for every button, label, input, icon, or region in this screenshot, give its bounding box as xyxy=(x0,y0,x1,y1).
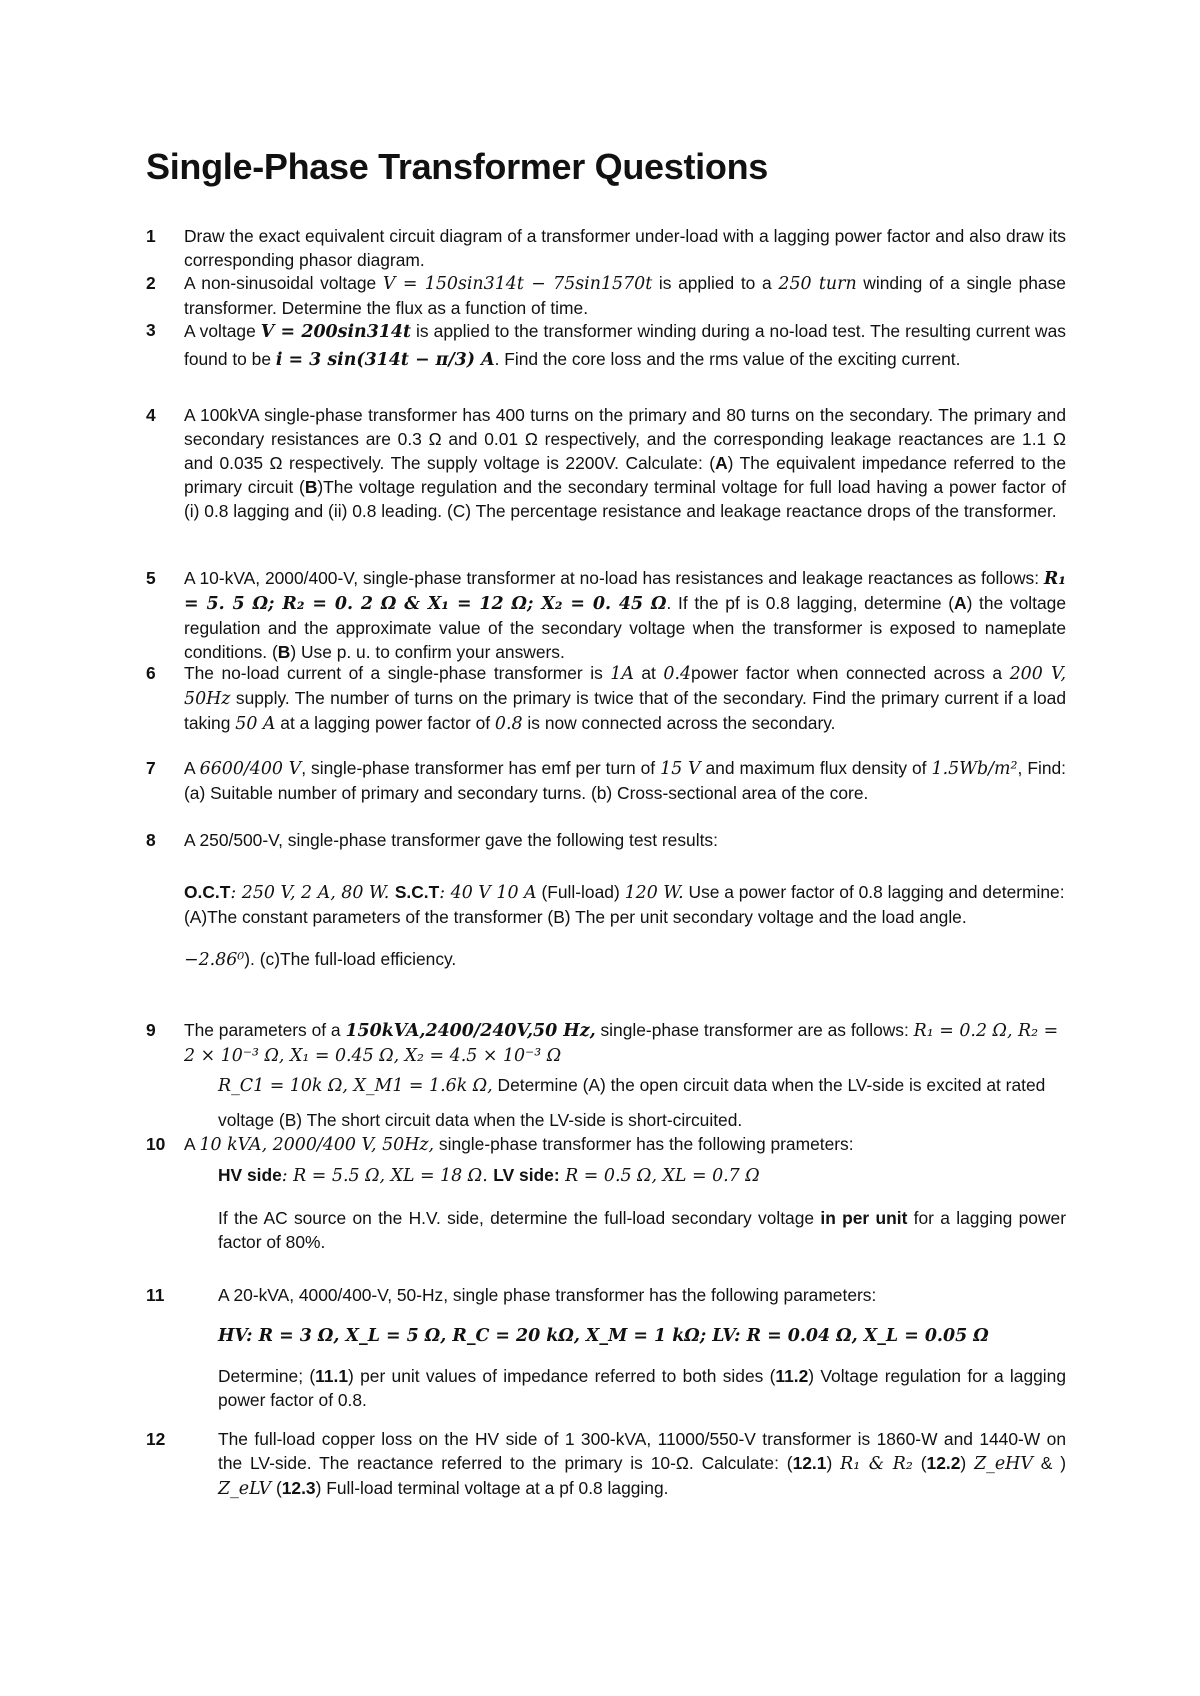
question-text: A 10-kVA, 2000/400-V, single-phase transformer at no-load has resistances and leakage reactances as follows: R₁ = 5. 5 Ω; R₂ = 0. 2 Ω & X₁ = 12 Ω; X₂ = 0. 45 Ω. If the pf is 0.8 lagging, determine (A) the voltage regulation and the approximate value of the secondary voltage when the transformer is exposed to nameplate conditions. (B) Use p. u. to confirm your answers. xyxy=(184,568,1066,662)
question-10 xyxy=(146,1132,1066,1254)
question-number: 11 xyxy=(146,1285,165,1305)
question-number: 12 xyxy=(146,1429,166,1449)
question-text: Draw the exact equivalent circuit diagram of a transformer under-load with a lagging power factor and also draw its corresponding phasor diagram. xyxy=(184,226,1066,270)
question-number: 2 xyxy=(146,273,156,293)
question-text: Determine; (11.1) per unit values of impedance referred to both sides (11.2) Voltage regulation for a lagging power factor of 0.8. xyxy=(218,1366,1067,1410)
question-text: The parameters of a 150kVA,2400/240V,50 Hz, single-phase transformer are as follows: R₁ = 0.2 Ω, R₂ = 2 × 10⁻³ Ω, X₁ = 0.45 Ω, X₂ = 4.5 × 10⁻³ Ω xyxy=(184,1020,1059,1066)
question-number: 8 xyxy=(146,830,156,850)
equation: V = 200sin314t xyxy=(260,322,412,342)
question-8 xyxy=(146,828,1066,972)
page-title: Single-Phase Transformer Questions xyxy=(146,146,768,187)
question-number: 10 xyxy=(146,1134,166,1154)
question-text: The full-load copper loss on the HV side of 1 300-kVA, 11000/550-V transformer is 1860-W and 1440-W on the LV-side. The reactance referred to the primary is 10-Ω. Calculate: (12.1) R₁ & R₂ (12.2) Z_eHV & ) Z_eLV (12.3) Full-load terminal voltage at a pf 0.8 lagging. xyxy=(218,1429,1067,1499)
parameters: HV side: R = 5.5 Ω, XL = 18 Ω. LV side: R = 0.5 Ω, XL = 0.7 Ω xyxy=(218,1165,760,1186)
equation: 250 turn xyxy=(778,274,857,294)
question-4 xyxy=(146,403,1066,523)
test-results: O.C.T: 250 V, 2 A, 80 W. S.C.T: 40 V 10 A (Full-load) 120 W. Use a power factor of 0.8 lagging and determine: (A)The constant parameters of the transformer (B) The per unit secondary voltage and the load angle. xyxy=(184,882,1065,927)
question-text: If the AC source on the H.V. side, determine the full-load secondary voltage in per unit for a lagging power factor of 80%. xyxy=(218,1208,1067,1252)
question-3 xyxy=(146,318,1066,374)
question-text: A 250/500-V, single-phase transformer gave the following test results: xyxy=(184,830,718,850)
question-text: The no-load current of a single-phase transformer is 1A at 0.4power factor when connected across a 200 V, 50Hz supply. The number of turns on the primary is twice that of the secondary. Find the primary current if a load taking 50 A at a lagging power factor of 0.8 is now connected across the secondary. xyxy=(184,663,1066,734)
question-number: 9 xyxy=(146,1020,156,1040)
equation: V = 150sin314t − 75sin1570t xyxy=(382,274,653,294)
question-5 xyxy=(146,566,1066,664)
question-number: 5 xyxy=(146,568,156,588)
question-12 xyxy=(146,1427,1066,1501)
equation: i = 3 sin(314t − π/3) A xyxy=(275,350,495,370)
question-11 xyxy=(146,1283,1066,1412)
question-text: A 6600/400 V, single-phase transformer has emf per turn of 15 V and maximum flux density of 1.5Wb/m², Find: (a) Suitable number of primary and secondary turns. (b) Cross-sectional area of the core. xyxy=(184,758,1067,803)
question-number: 6 xyxy=(146,663,156,683)
question-text: A 10 kVA, 2000/400 V, 50Hz, single-phase transformer has the following prameters: xyxy=(184,1134,854,1155)
question-2 xyxy=(146,271,1066,320)
question-number: 4 xyxy=(146,405,156,425)
question-number: 7 xyxy=(146,758,156,778)
question-6 xyxy=(146,661,1066,736)
question-text: R_C1 = 10k Ω, X_M1 = 1.6k Ω, Determine (A) the open circuit data when the LV-side is excited at rated voltage (B) The short circuit data when the LV-side is short-circuited. xyxy=(218,1075,1046,1130)
question-number: 1 xyxy=(146,226,156,246)
question-text: −2.86⁰). (c)The full-load efficiency. xyxy=(184,949,457,970)
equation: R₁ = 5. 5 Ω; R₂ = 0. 2 Ω & X₁ = 12 Ω; X₂ = 0. 45 Ω xyxy=(184,569,1066,614)
question-7 xyxy=(146,756,1066,805)
question-9 xyxy=(146,1018,1066,1137)
parameters: HV: R = 3 Ω, X_L = 5 Ω, R_C = 20 kΩ, X_M = 1 kΩ; LV: R = 0.04 Ω, X_L = 0.05 Ω xyxy=(218,1326,989,1346)
question-text: A 100kVA single-phase transformer has 400 turns on the primary and 80 turns on the secondary. The primary and secondary resistances are 0.3 Ω and 0.01 Ω respectively, and the corresponding leakage reactances are 1.1 Ω and 0.035 Ω respectively. The supply voltage is 2200V. Calculate: (A) The equivalent impedance referred to the primary circuit (B)The voltage regulation and the secondary terminal voltage for full load having a power factor of (i) 0.8 lagging and (ii) 0.8 leading. (C) The percentage resistance and leakage reactance drops of the transformer. xyxy=(184,405,1066,521)
question-text: A 20-kVA, 4000/400-V, 50-Hz, single phase transformer has the following parameters: xyxy=(218,1285,877,1305)
question-1 xyxy=(146,224,1066,272)
question-text: A voltage V = 200sin314t is applied to the transformer winding during a no-load test. The resulting current was found to be i = 3 sin(314t − π/3) A. Find the core loss and the rms value of the exciting current. xyxy=(184,321,1066,370)
question-number: 3 xyxy=(146,320,156,340)
question-text: A non-sinusoidal voltage V = 150sin314t − 75sin1570t is applied to a 250 turn winding of a single phase transformer. Determine the flux as a function of time. xyxy=(184,273,1066,318)
